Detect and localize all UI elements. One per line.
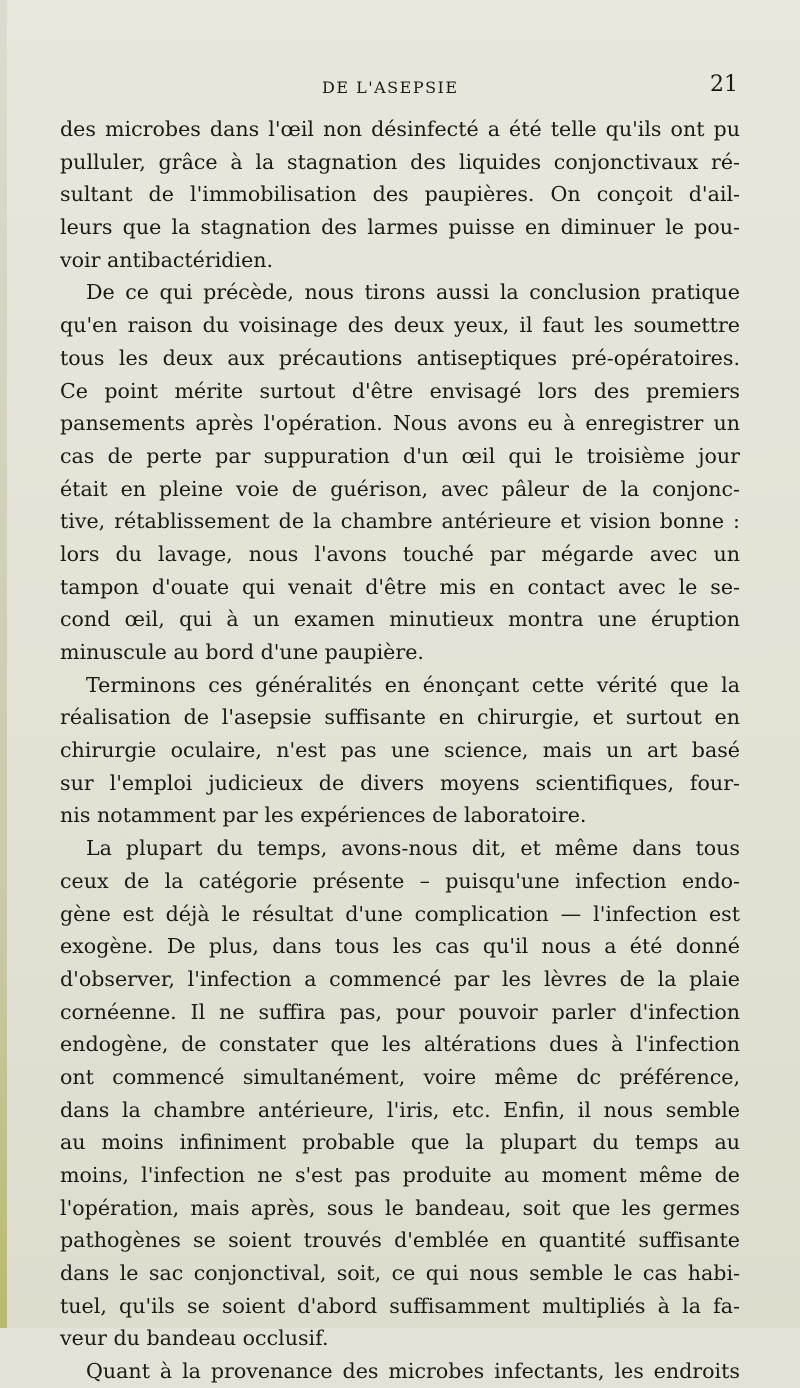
text-line: cond œil, qui à un examen minutieux montra une éruption: [60, 607, 740, 632]
text-line: des microbes dans l'œil non désinfecté a été telle qu'ils ont pu: [60, 117, 740, 141]
text-line: lors du lavage, nous l'avons touché par mégarde avec un: [60, 541, 740, 566]
text-line: pulluler, grâce à la stagnation des liquides conjonctivaux ré-: [60, 149, 740, 174]
text-line: dans la chambre antérieure, l'iris, etc. Enfin, il nous semble: [60, 1097, 740, 1122]
text-line: d'observer, l'infection a commencé par les lèvres de la plaie: [60, 966, 740, 991]
text-line: minuscule au bord d'une paupière.: [60, 640, 424, 664]
text-line: voir antibactéridien.: [60, 247, 274, 272]
text-line: Terminons ces généralités en énonçant cette vérité que la: [86, 672, 740, 697]
text-line: ont commencé simultanément, voire même dc préférence,: [60, 1064, 740, 1089]
text-line: Ce point mérite surtout d'être envisagé lors des premiers: [60, 378, 740, 403]
text-line: réalisation de l'asepsie suffisante en chirurgie, et surtout en: [60, 705, 740, 730]
page-number: 21: [710, 72, 738, 97]
text-line: tous les deux aux précautions antiseptiques pré-opératoires.: [60, 345, 740, 370]
text-line: veur du bandeau occlusif.: [60, 1326, 329, 1351]
text-line: endogène, de constater que les altérations dues à l'infection: [60, 1032, 740, 1057]
text-line: tuel, qu'ils se soient d'abord suffisamment multipliés à la fa-: [60, 1293, 740, 1318]
text-line: cornéenne. Il ne suffira pas, pour pouvoir parler d'infection: [60, 999, 740, 1024]
text-line: moins, l'infection ne s'est pas produite au moment même de: [60, 1163, 740, 1187]
body-text: [60, 113, 740, 1384]
text-line: l'opération, mais après, sous le bandeau, soit que les germes: [60, 1195, 740, 1220]
text-line: pansements après l'opération. Nous avons eu à enregistrer un: [60, 411, 740, 436]
text-line: sultant de l'immobilisation des paupières. On conçoit d'ail-: [60, 182, 740, 207]
text-line: Quant à la provenance des microbes infectants, les endroits: [86, 1359, 740, 1384]
text-line: tampon d'ouate qui venait d'être mis en contact avec le se-: [60, 574, 740, 599]
text-line: ceux de la catégorie présente – puisqu'une infection endo-: [60, 868, 740, 893]
text-line: La plupart du temps, avons-nous dit, et même dans tous: [86, 836, 740, 861]
text-line: au moins infiniment probable que la plupart du temps au: [60, 1130, 740, 1155]
text-line: gène est déjà le résultat d'une complication — l'infection est: [60, 901, 740, 926]
text-line: chirurgie oculaire, n'est pas une science, mais un art basé: [60, 738, 740, 763]
text-line: nis notamment par les expériences de laboratoire.: [60, 803, 587, 828]
page-edge: [0, 0, 7, 1328]
text-line: leurs que la stagnation des larmes puisse en diminuer le pou-: [60, 215, 740, 240]
text-line: cas de perte par suppuration d'un œil qui le troisième jour: [60, 443, 740, 468]
text-line: était en pleine voie de guérison, avec pâleur de la conjonc-: [60, 476, 740, 501]
running-head: DE L'ASEPSIE: [322, 78, 459, 97]
text-line: dans le sac conjonctival, soit, ce qui nous semble le cas habi-: [60, 1261, 740, 1286]
text-line: exogène. De plus, dans tous les cas qu'il nous a été donné: [60, 934, 740, 959]
page-header: [60, 72, 740, 102]
text-line: sur l'emploi judicieux de divers moyens scientifiques, four-: [60, 770, 740, 795]
text-line: De ce qui précède, nous tirons aussi la conclusion pratique: [86, 280, 740, 305]
text-line: tive, rétablissement de la chambre antérieure et vision bonne :: [60, 509, 740, 534]
text-line: pathogènes se soient trouvés d'emblée en quantité suffisante: [60, 1228, 740, 1253]
text-line: qu'en raison du voisinage des deux yeux, il faut les soumettre: [60, 313, 740, 338]
